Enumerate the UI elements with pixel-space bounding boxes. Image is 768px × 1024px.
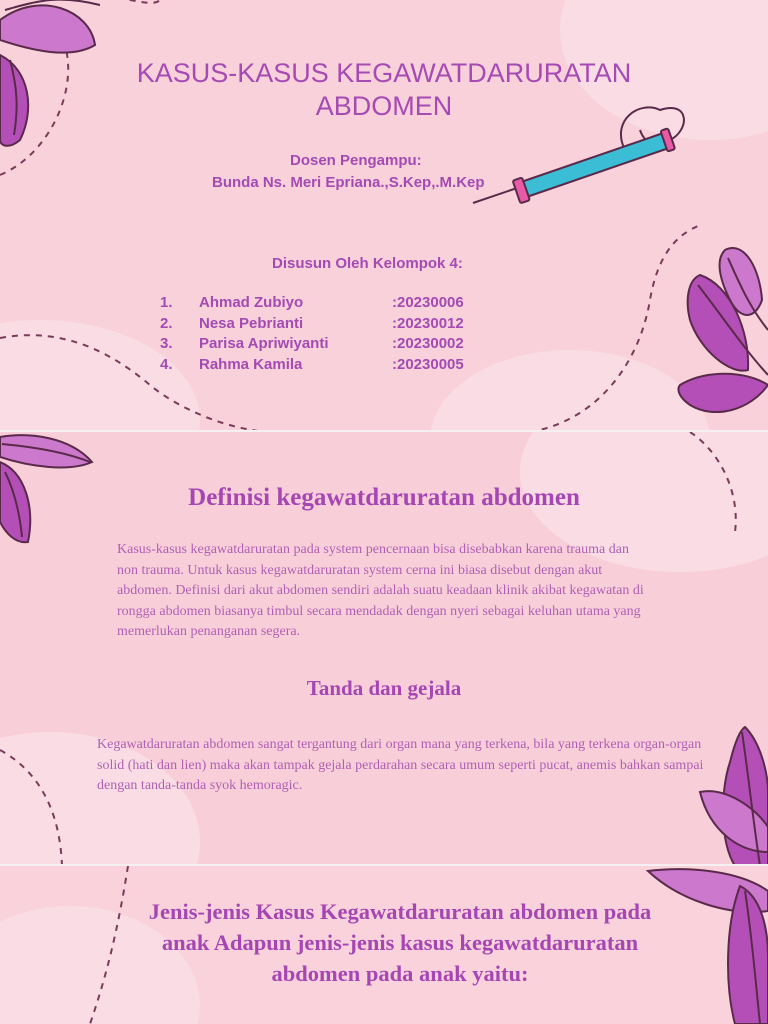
member-number: 2. xyxy=(160,314,173,332)
member-name: Parisa Apriwiyanti xyxy=(199,335,329,352)
list-item xyxy=(160,294,490,315)
flower-leaf-icon xyxy=(700,727,768,866)
member-id: :20230005 xyxy=(392,355,464,373)
flower-leaf-icon xyxy=(678,248,768,412)
types-heading: Jenis-jenis Kasus Kegawatdaruratan abdomen pada anak Adapun jenis-jenis kasus kegawatdaruratan abdomen pada anak yaitu: xyxy=(148,899,652,986)
lecturer-name: Bunda Ns. Meri Epriana.,S.Kep,.M.Kep xyxy=(212,174,485,191)
dashed-thread-line xyxy=(530,225,700,432)
dashed-thread-line xyxy=(690,432,736,532)
definition-slide xyxy=(0,432,768,866)
member-name: Rahma Kamila xyxy=(199,355,303,373)
member-number: 3. xyxy=(160,335,173,352)
symptoms-paragraph: Kegawatdaruratan abdomen sangat tergantung dari organ mana yang terkena, bila yang terkena organ-organ solid (hati dan lien) maka akan tampak gejala perdarahan secara umum seperti pucat, anemis bahkan sampai dengan tanda-tanda syok hemoragic. xyxy=(97,737,704,794)
list-item xyxy=(160,335,490,356)
list-item xyxy=(160,356,490,377)
group-label: Disusun Oleh Kelompok 4: xyxy=(272,255,463,272)
member-id: :20230002 xyxy=(392,335,464,352)
title-line-1: KASUS-KASUS KEGAWATDARURATAN xyxy=(136,58,632,88)
types-slide xyxy=(0,866,768,1024)
definition-heading: Definisi kegawatdaruratan abdomen xyxy=(188,484,580,511)
member-name: Ahmad Zubiyo xyxy=(199,294,304,311)
member-name: Nesa Pebrianti xyxy=(199,314,304,332)
title-line-2: ABDOMEN xyxy=(315,91,453,121)
presentation-title xyxy=(80,57,688,123)
dashed-thread-line xyxy=(90,866,128,1024)
dashed-thread-line xyxy=(0,750,62,866)
title-slide xyxy=(0,0,768,432)
symptoms-heading: Tanda dan gejala xyxy=(306,676,462,700)
lecturer-label: Dosen Pengampu: xyxy=(290,152,422,169)
list-item xyxy=(160,315,490,336)
member-number: 4. xyxy=(160,355,173,373)
member-number: 1. xyxy=(160,294,173,311)
member-id: :20230012 xyxy=(392,314,464,332)
member-id: :20230006 xyxy=(392,294,464,311)
definition-paragraph: Kasus-kasus kegawatdaruratan pada system pencernaan bisa disebabkan karena trauma dan non trauma. Untuk kasus kegawatdaruratan system cerna ini biasa disebut dengan akut abdomen. Definisi dari akut abdomen sendiri adalah suatu keadaan klinik akibat kegawatan di rongga abdomen biasanya timbul secara mendadak dengan nyeri sebagai keluhan utama yang memerlukan penanganan segera. xyxy=(117,542,644,640)
member-list xyxy=(160,294,490,376)
